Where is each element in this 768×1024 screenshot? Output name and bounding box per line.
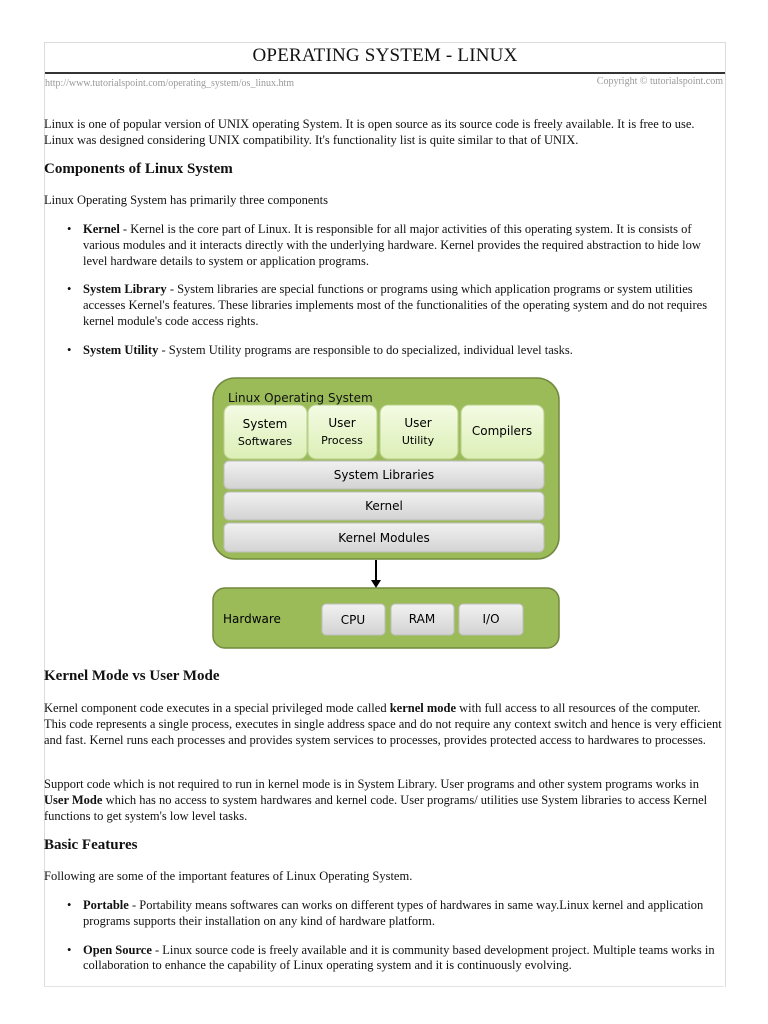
list-item-system-utility: [44, 343, 726, 359]
term-portable: Portable: [83, 898, 129, 912]
linux-architecture-diagram: [212, 377, 562, 650]
box-system-softwares-line1: System: [242, 417, 288, 431]
layer-kernel-modules-label: Kernel Modules: [338, 531, 430, 545]
modes-p1-text: Kernel component code executes in a special privileged mode called: [44, 701, 390, 715]
features-lead: Following are some of the important features of Linux Operating System.: [44, 869, 413, 883]
layer-system-libraries-label: System Libraries: [333, 468, 435, 482]
bullet-icon: •: [67, 222, 72, 236]
desc-portable: - Portability means softwares can works on different types of hardwares in same way.Linux kernel and application programs supports their installation on any kind of hardware platform.: [83, 898, 704, 928]
layer-kernel-label: Kernel: [365, 499, 403, 513]
desc-kernel: - Kernel is the core part of Linux. It is responsible for all major activities of this operating system. It is consists of various modules and it interacts directly with the underlying hardware. Kernel provides the required abstraction to hide low level hardware details to system or application programs.: [83, 222, 701, 268]
os-title: Linux Operating System: [228, 391, 373, 405]
box-user-utility-line1: User: [404, 416, 432, 430]
desc-open-source: - Linux source code is freely available and it is community based development project. Multiple teams works in collaboration to enhance the capability of Linux operating system and it is continuously evolving.: [83, 942, 715, 973]
modes-p2-rest: which has no access to system hardwares and kernel code. User programs/ utilities use System libraries to access Kernel functions to get system's low level tasks.: [44, 792, 708, 823]
box-user-process: [308, 405, 377, 459]
list-item-system-library: [44, 282, 726, 329]
box-compilers-line1: Compilers: [471, 424, 533, 438]
hw-ram-label: RAM: [408, 612, 436, 626]
hw-io-label: I/O: [482, 612, 500, 626]
term-system-utility: System Utility: [83, 342, 159, 357]
box-system-softwares-line2: Softwares: [237, 435, 293, 448]
components-lead: Linux Operating System has primarily three components: [44, 193, 328, 207]
box-user-process-line2: Process: [321, 434, 363, 447]
term-open-source: Open Source: [83, 942, 152, 957]
list-item-portable: [44, 898, 726, 930]
bullet-icon: •: [67, 282, 72, 297]
page-bottom-divider: [44, 986, 724, 987]
page-title: OPERATING SYSTEM - LINUX: [252, 45, 518, 66]
list-item-kernel: [44, 222, 726, 269]
term-kernel: Kernel: [83, 222, 120, 236]
modes-paragraph-1: [44, 701, 724, 748]
source-url: http://www.tutorialspoint.com/operating_system/os_linux.htm: [45, 78, 295, 89]
hw-cpu-label: CPU: [340, 613, 366, 627]
box-user-utility-line2: Utility: [401, 434, 435, 447]
features-list: [44, 898, 726, 974]
user-mode-term: User Mode: [44, 792, 103, 807]
components-list: [44, 222, 726, 359]
box-user-utility: [380, 405, 458, 459]
box-system-softwares: [224, 405, 307, 459]
arrow-down-icon: [371, 580, 381, 588]
components-heading: Components of Linux System: [44, 161, 233, 177]
desc-system-utility: - System Utility programs are responsible to do specialized, individual level tasks.: [158, 342, 573, 357]
copyright-notice: Copyright © tutorialspoint.com: [596, 76, 723, 87]
intro-paragraph: Linux is one of popular version of UNIX operating System. It is open source as its source code is freely available. It is free to use. Linux was designed considering UNIX compatibility. It's functionality list is quite similar to that of UNIX.: [44, 117, 695, 147]
bullet-icon: •: [67, 942, 72, 957]
desc-system-library: - System libraries are special functions or programs using which application programs or system utilities accesses Kernel's features. These libraries implements most of the functionalities of the operating system and do not requires kernel module's code access rights.: [83, 282, 708, 328]
modes-paragraph-2: [44, 777, 724, 824]
modes-heading: Kernel Mode vs User Mode: [44, 668, 220, 684]
bullet-icon: •: [67, 898, 72, 912]
title-divider: [45, 72, 725, 74]
list-item-open-source: [44, 943, 726, 975]
modes-p1-rest: with full access to all resources of the computer. This code represents a single process, executes in single address space and do not require any context switch and hence is very efficient and fast. Kernel runs each processes and provides system services to processes, provides protected access to hardwares to processes.: [44, 701, 722, 747]
term-system-library: System Library: [83, 282, 167, 297]
hardware-label: Hardware: [223, 612, 281, 626]
kernel-mode-term: kernel mode: [389, 701, 457, 715]
bullet-icon: •: [67, 342, 72, 357]
features-heading: Basic Features: [44, 837, 138, 853]
modes-p2-text: Support code which is not required to run in kernel mode is in System Library. User programs and other system programs works in: [44, 777, 699, 791]
box-user-process-line1: User: [328, 416, 356, 430]
